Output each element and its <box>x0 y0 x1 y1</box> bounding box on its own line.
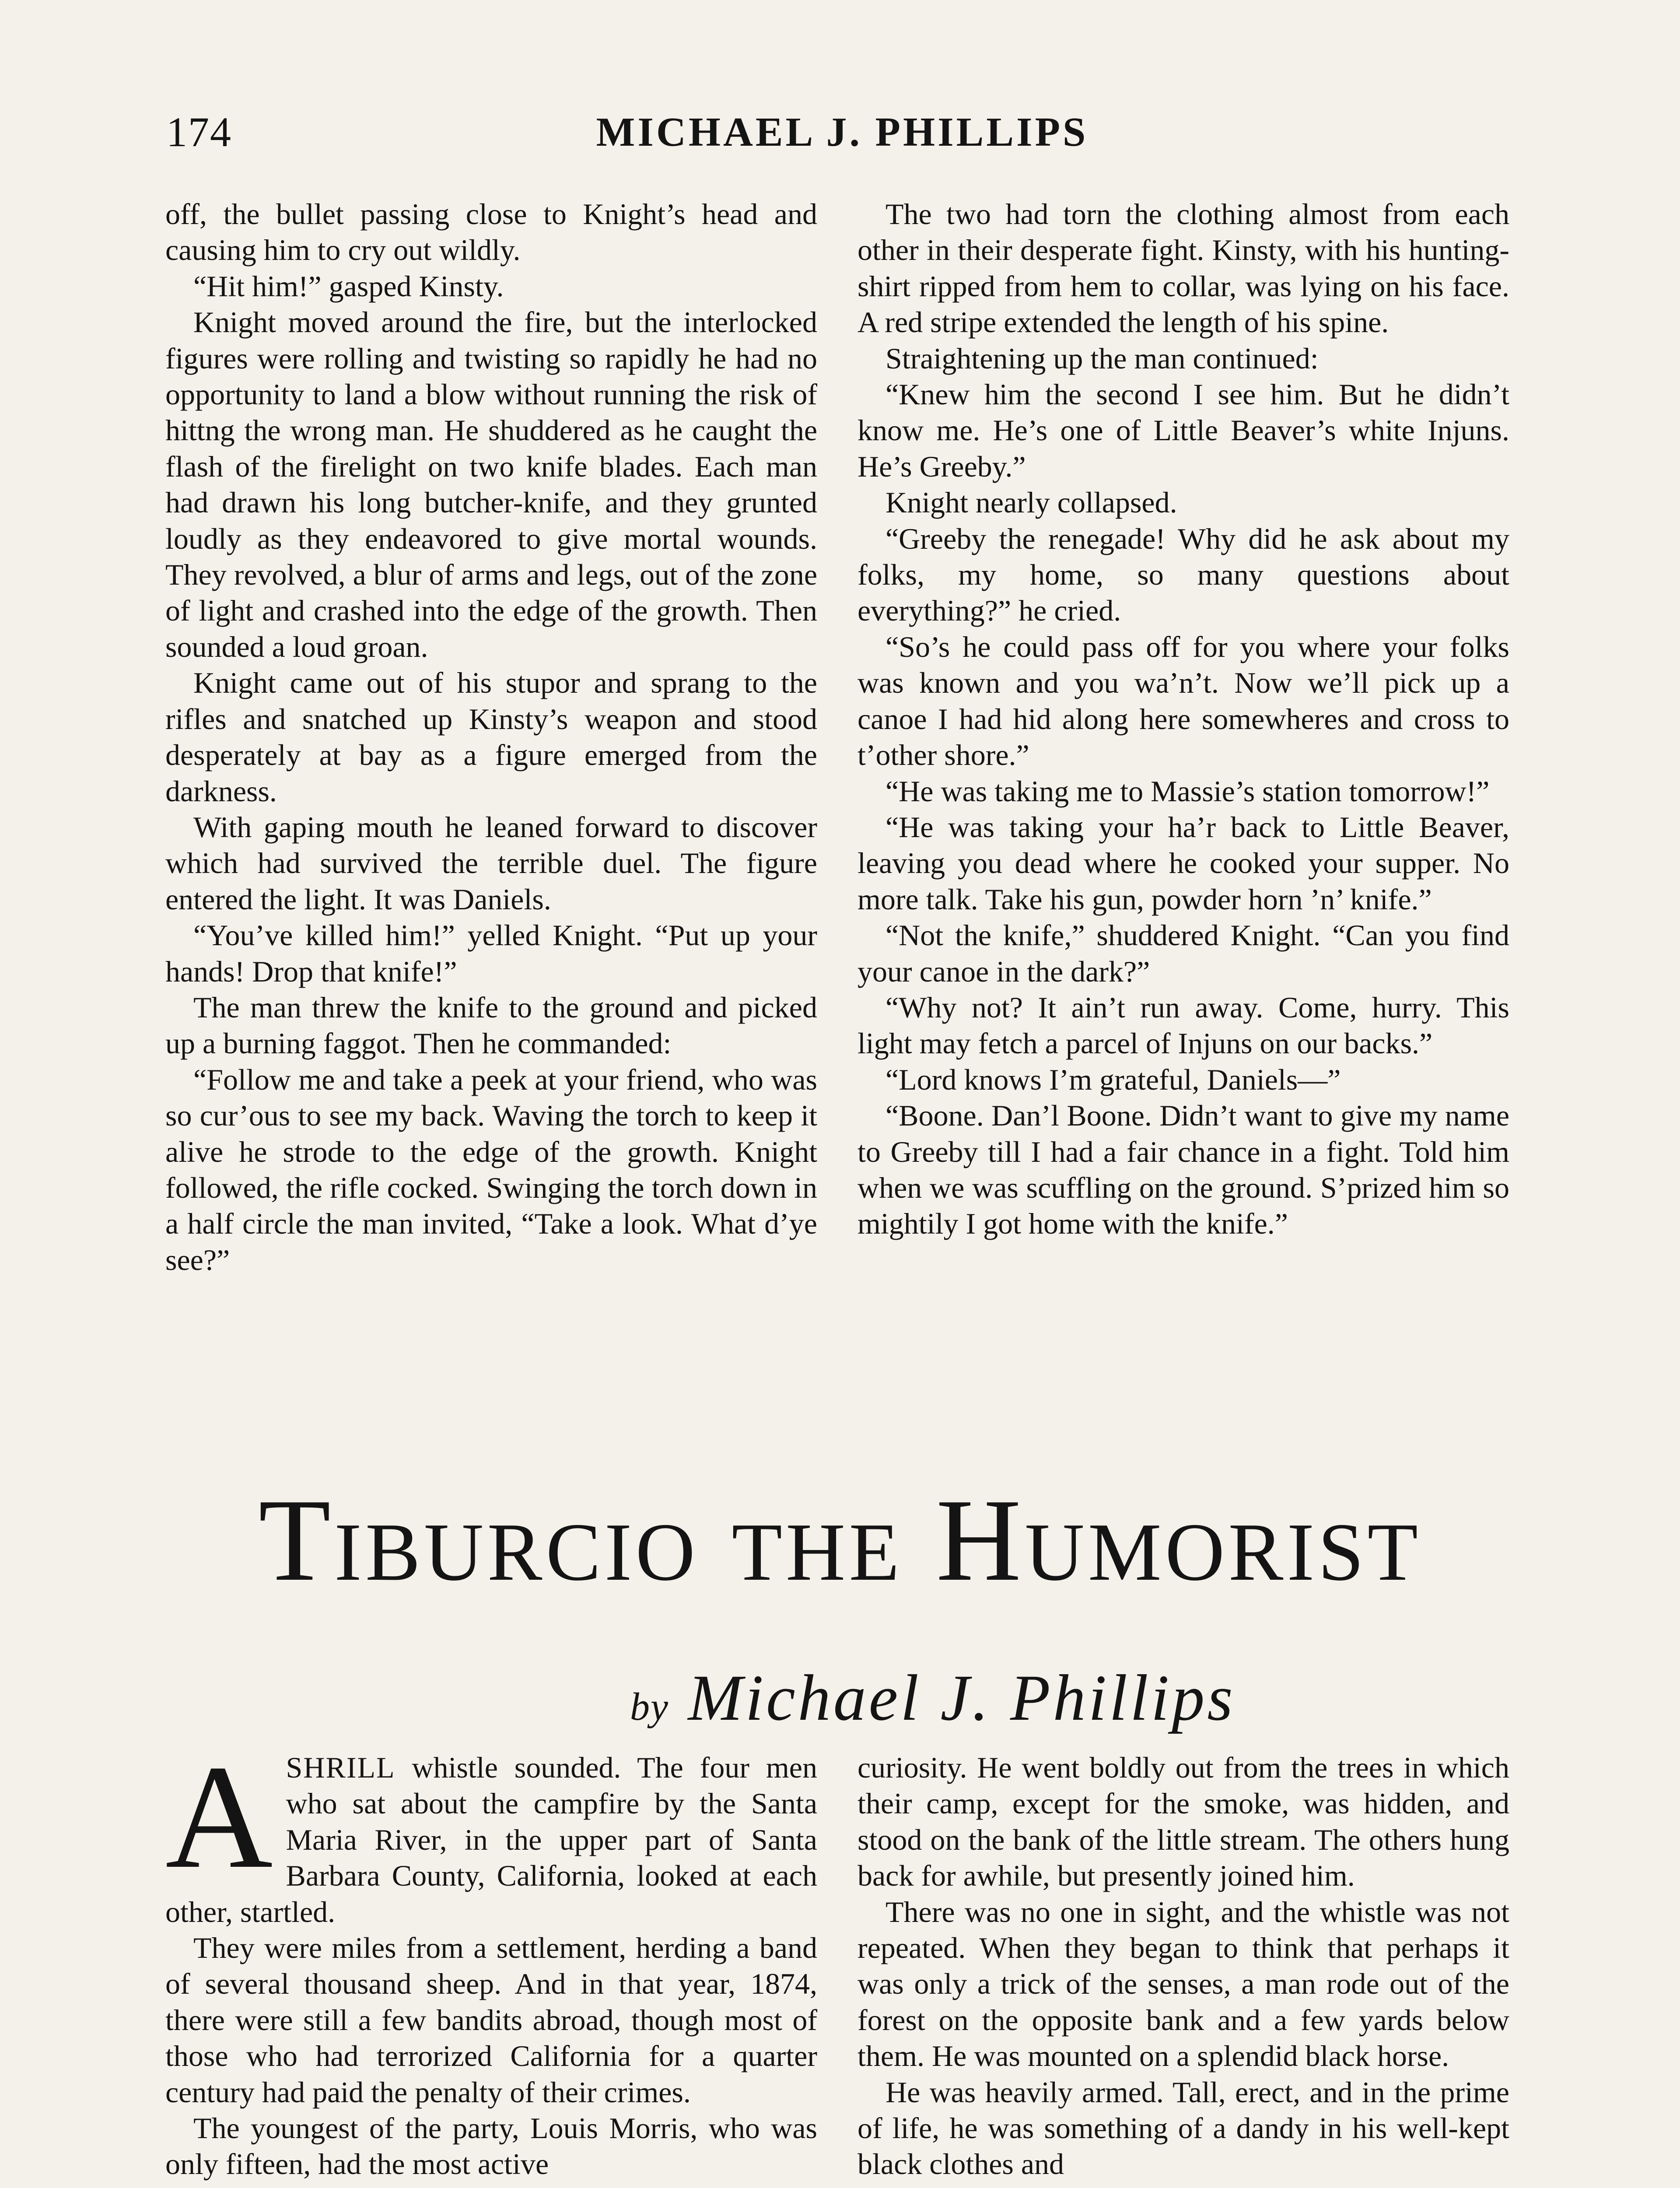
page-number: 174 <box>166 109 232 155</box>
paragraph: off, the bullet passing close to Knight’s head and causing him to cry out wildly. <box>165 197 817 267</box>
byline-author: Michael J. Phillips <box>688 1662 1236 1734</box>
paragraph: Straightening up the man continued: <box>886 341 1319 375</box>
paragraph: curiosity. He went boldly out from the trees in which their camp, except for the smoke, was hidden, and stood on the bank of the little stream. The others hung back for awhile, but presently joined him. <box>858 1751 1509 1893</box>
paragraph: Knight moved around the fire, but the interlocked figures were rolling and twisting so rapidly he had no opportunity to land a blow without running the risk of hittng the wrong man. He shuddered as he caught the flash of the firelight on two knife blades. Each man had drawn his long butcher-knife, and they grunted loudly as they endeavored to give mortal wounds. They revolved, a blur of arms and legs, out of the zone of light and crashed into the edge of the growth. Then sounded a loud groan. <box>165 305 817 663</box>
paragraph: He was heavily armed. Tall, erect, and in the prime of life, he was something of a dandy in his well-kept black clothes and <box>858 2075 1509 2181</box>
paragraph: “Why not? It ain’t run away. Come, hurry. This light may fetch a parcel of Injuns on our backs.” <box>858 990 1509 1060</box>
paragraph: “Not the knife,” shuddered Knight. “Can you find your canoe in the dark?” <box>858 919 1509 988</box>
paragraph: Knight nearly collapsed. <box>886 486 1177 519</box>
opening-words: SHRILL <box>286 1751 396 1784</box>
byline <box>630 1654 1461 1751</box>
paragraph: “Follow me and take a peek at your friend, who was so cur’ous to see my back. Waving the torch to keep it alive he strode to the edge of the growth. Knight followed, the rifle cocked. Swinging the torch down in a half circle the man invited, “Take a look. What d’ye see?” <box>165 1062 817 1276</box>
story-column-left <box>165 1734 817 2182</box>
paragraph: “He was taking me to Massie’s station tomorrow!” <box>886 774 1490 808</box>
running-head <box>166 102 1518 163</box>
paragraph: “He was taking your ha’r back to Little Beaver, leaving you dead where he cooked your supper. No more talk. Take his gun, powder horn ’n’ knife.” <box>858 810 1509 916</box>
paragraph: There was no one in sight, and the whistle was not repeated. When they began to think that perhaps it was only a trick of the senses, a man rode out of the forest on the opposite bank and a few yards below them. He was mounted on a splendid black horse. <box>858 1895 1509 2073</box>
running-head-author: MICHAEL J. PHILLIPS <box>596 109 1088 155</box>
paragraph: “Boone. Dan’l Boone. Didn’t want to give my name to Greeby till I had a fair chance in a fight. Told him when we was scuffling on the ground. S’prized him so mightily I got home with the knife.” <box>858 1099 1509 1241</box>
byline-prefix: by <box>630 1685 669 1729</box>
story-column-right <box>858 1750 1509 2182</box>
paragraph: Knight came out of his stupor and sprang to the rifles and snatched up Kinsty’s weapon and stood desperately at bay as a figure emerged from the darkness. <box>165 666 817 808</box>
story-title: Tiburcio the Humorist <box>259 1475 1421 1606</box>
paragraph: The two had torn the clothing almost from each other in their desperate fight. Kinsty, with his hunting-shirt ripped from hem to collar, was lying on his face. A red stripe extended the length of his spine. <box>858 197 1509 339</box>
paragraph: With gaping mouth he leaned forward to discover which had survived the terrible duel. The figure entered the light. It was Daniels. <box>165 810 817 916</box>
continuation-column-right <box>858 196 1509 1242</box>
paragraph: “Hit him!” gasped Kinsty. <box>193 269 504 303</box>
paragraph: “Lord knows I’m grateful, Daniels—” <box>886 1062 1341 1096</box>
continuation-column-left <box>165 196 817 1278</box>
paragraph: “So’s he could pass off for you where your folks was known and you wa’n’t. Now we’ll pick up a canoe I had hid along here somewheres and cross to t’other shore.” <box>858 630 1509 772</box>
paragraph: The youngest of the party, Louis Morris, who was only fifteen, had the most active <box>165 2111 817 2181</box>
paragraph: They were miles from a settlement, herding a band of several thousand sheep. And in that year, 1874, there were still a few bandits abroad, though most of those who had terrorized California for a quarter century had paid the penalty of their crimes. <box>165 1931 817 2109</box>
opening-paragraph <box>165 1734 817 1930</box>
opening-text: whistle sounded. The four men who sat about the campfire by the Santa Maria River, in the upper part of Santa Barbara County, California, looked at each other, startled. <box>165 1751 817 1929</box>
drop-cap: A <box>165 1734 273 1899</box>
paragraph: “Greeby the renegade! Why did he ask about my folks, my home, so many questions about everything?” he cried. <box>858 522 1509 628</box>
paragraph: The man threw the knife to the ground and picked up a burning faggot. Then he commanded: <box>165 990 817 1060</box>
paragraph: “Knew him the second I see him. But he didn’t know me. He’s one of Little Beaver’s white Injuns. He’s Greeby.” <box>858 378 1509 483</box>
paragraph: “You’ve killed him!” yelled Knight. “Put up your hands! Drop that knife!” <box>165 919 817 988</box>
